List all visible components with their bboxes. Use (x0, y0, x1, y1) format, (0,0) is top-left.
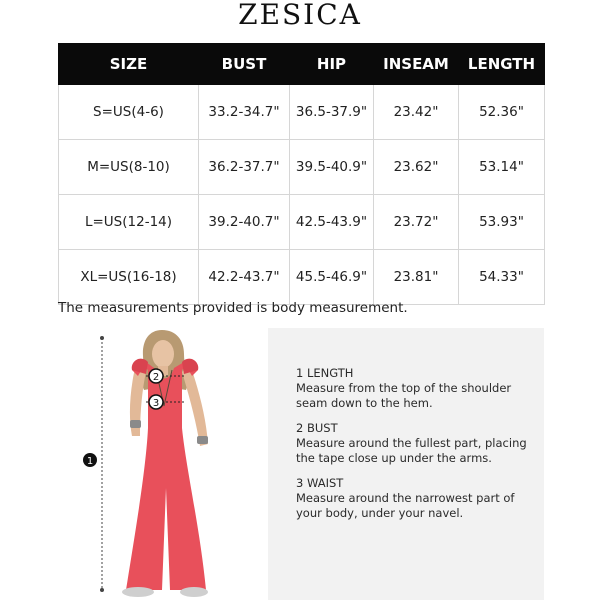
cell-hip: 42.5-43.9" (290, 195, 374, 250)
header-size: SIZE (59, 44, 199, 85)
model-left-bracelet (130, 420, 141, 428)
cell-hip: 36.5-37.9" (290, 85, 374, 140)
cell-inseam: 23.81" (374, 250, 459, 305)
cell-inseam: 23.42" (374, 85, 459, 140)
cell-bust: 39.2-40.7" (199, 195, 290, 250)
marker-length (83, 453, 97, 467)
header-inseam: INSEAM (374, 44, 459, 85)
table-row (59, 140, 545, 195)
size-chart-table (58, 43, 545, 305)
cell-size: XL=US(16-18) (59, 250, 199, 305)
model-right-shoe (180, 587, 208, 597)
guide-waist-title: 3 WAIST (296, 476, 344, 490)
cell-length: 53.14" (459, 140, 545, 195)
cell-bust: 42.2-43.7" (199, 250, 290, 305)
guide-bust-text: Measure around the fullest part, placing the tape close up under the arms. (296, 436, 527, 465)
header-length: LENGTH (459, 44, 545, 85)
cell-inseam: 23.62" (374, 140, 459, 195)
table-row (59, 250, 545, 305)
model-right-arm (182, 364, 208, 446)
table-header-row (59, 44, 545, 85)
guide-length-title: 1 LENGTH (296, 366, 354, 380)
marker-length-label: 1 (86, 456, 94, 467)
header-hip: HIP (290, 44, 374, 85)
cell-inseam: 23.72" (374, 195, 459, 250)
measurement-note: The measurements provided is body measurement. (58, 300, 408, 316)
length-line-bottom-dot (100, 588, 104, 592)
cell-length: 53.93" (459, 195, 545, 250)
cell-size: M=US(8-10) (59, 140, 199, 195)
cell-bust: 36.2-37.7" (199, 140, 290, 195)
guide-waist (296, 476, 536, 521)
brand-logo: ZESICA (238, 0, 362, 31)
model-left-shoe (122, 587, 154, 597)
cell-hip: 39.5-40.9" (290, 140, 374, 195)
cell-hip: 45.5-46.9" (290, 250, 374, 305)
cell-size: L=US(12-14) (59, 195, 199, 250)
cell-bust: 33.2-34.7" (199, 85, 290, 140)
marker-bust-label: 2 (152, 372, 160, 383)
cell-length: 52.36" (459, 85, 545, 140)
cell-size: S=US(4-6) (59, 85, 199, 140)
header-bust: BUST (199, 44, 290, 85)
table-row (59, 85, 545, 140)
model-right-bracelet (197, 436, 208, 444)
guide-bust-title: 2 BUST (296, 421, 338, 435)
marker-bust (149, 369, 163, 383)
marker-waist-label: 3 (152, 398, 160, 409)
model-face (152, 340, 174, 368)
guide-bust (296, 421, 536, 466)
guide-length-text: Measure from the top of the shoulder seam down to the hem. (296, 381, 512, 410)
guide-length (296, 366, 536, 411)
marker-waist (149, 395, 163, 409)
table-row (59, 195, 545, 250)
cell-length: 54.33" (459, 250, 545, 305)
guide-waist-text: Measure around the narrowest part of your body, under your navel. (296, 491, 515, 520)
length-line-top-dot (100, 336, 104, 340)
measurement-guide-panel (268, 328, 544, 600)
model-photo (70, 328, 260, 600)
